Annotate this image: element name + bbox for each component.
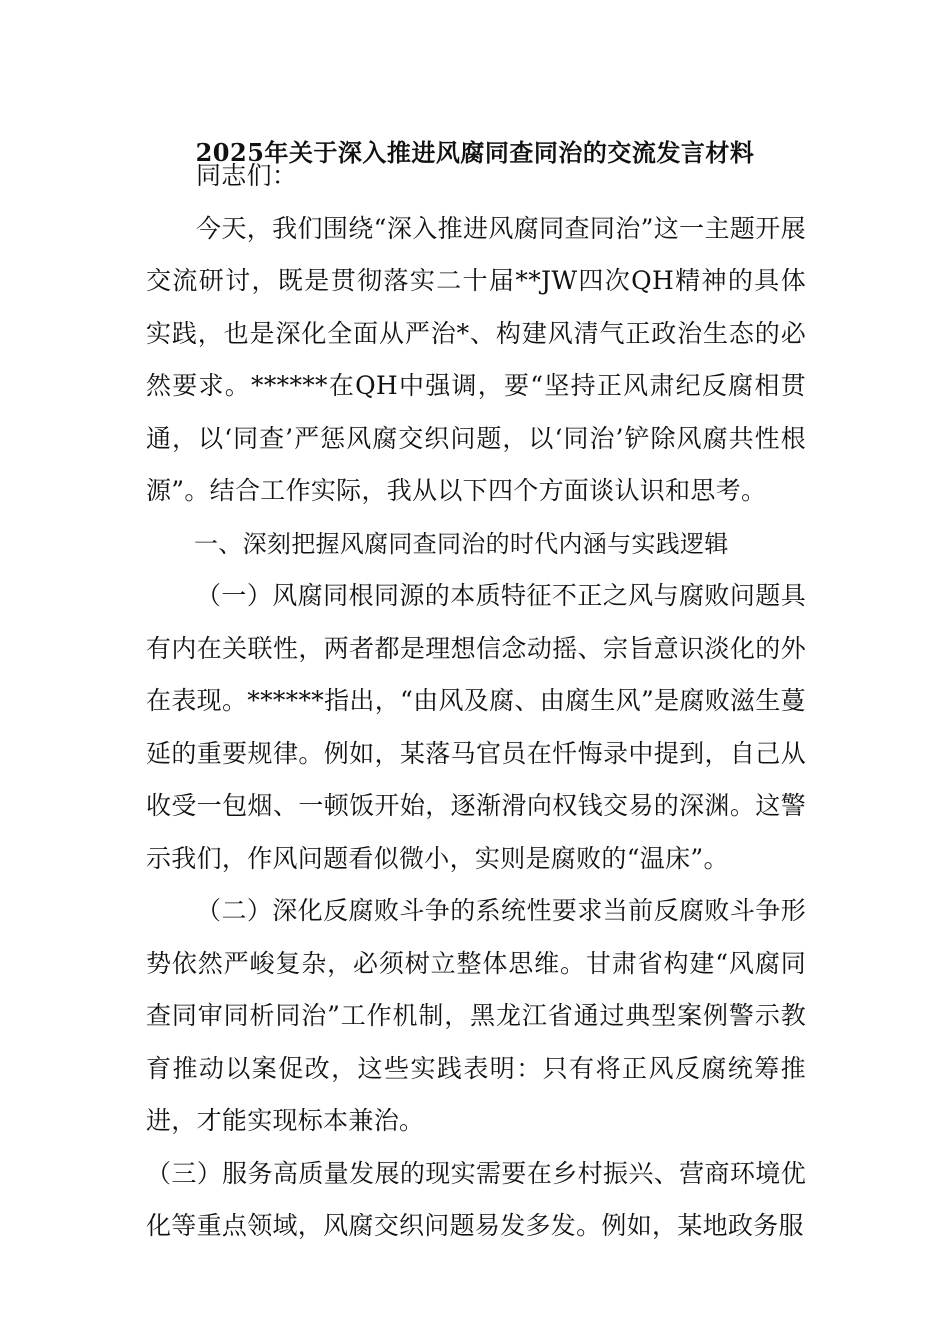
salutation: 同志们： — [196, 161, 298, 190]
paragraph-subsection-1: （一）风腐同根同源的本质特征不正之风与腐败问题具有内在关联性，两者都是理想信念动摇、宗旨意识淡化的外在表现。******指出，“由风及腐、由腐生风”是腐败滋生蔓延的重要规律。例如，某落马官员在忏悔录中提到，自己从收受一包烟、一顿饭开始，逐渐滑向权钱交易的深渊。这警示我们，作风问题看似微小，实则是腐败的“温床”。 — [146, 581, 806, 873]
paragraph-subsection-3: （三）服务高质量发展的现实需要在乡村振兴、营商环境优化等重点领域，风腐交织问题易发多发。例如，某地政务服 — [146, 1158, 806, 1240]
paragraph-intro: 今天，我们围绕“深入推进风腐同查同治”这一主题开展交流研讨，既是贯彻落实二十届**JW四次QH精神的具体实践，也是深化全面从严治*、构建风清气正政治生态的必然要求。******在QH中强调，要“坚持正风肃纪反腐相贯通，以‘同查’严惩风腐交织问题，以‘同治’铲除风腐共性根源”。结合工作实际，我从以下四个方面谈认识和思考。 — [146, 213, 806, 505]
section-heading-1: 一、深刻把握风腐同查同治的时代内涵与实践逻辑 — [194, 529, 729, 558]
document-title: 2025年关于深入推进风腐同查同治的交流发言材料 — [195, 138, 755, 167]
document-body — [146, 150, 806, 1253]
paragraph-subsection-2: （二）深化反腐败斗争的系统性要求当前反腐败斗争形势依然严峻复杂，必须树立整体思维。甘肃省构建“风腐同查同审同析同治”工作机制，黑龙江省通过典型案例警示教育推动以案促改，这些实践表明：只有将正风反腐统筹推进，才能实现标本兼治。 — [146, 896, 806, 1135]
